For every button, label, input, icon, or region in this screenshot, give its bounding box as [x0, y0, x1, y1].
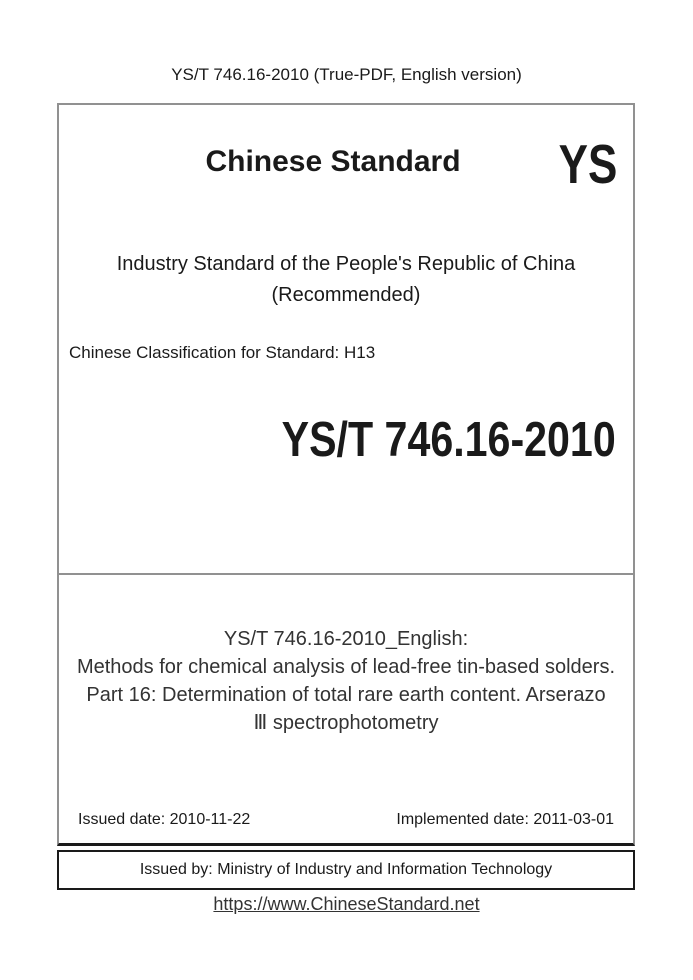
ys-logo: YS: [558, 133, 617, 195]
classification-label: Chinese Classification for Standard: H13: [69, 343, 376, 362]
website-link[interactable]: https://www.ChineseStandard.net: [213, 894, 480, 914]
standard-subtitle: [59, 249, 633, 311]
document-title-line-1: YS/T 746.16-2010_English:: [223, 628, 469, 650]
document-title: [59, 625, 633, 737]
dates-row: [59, 811, 633, 829]
issuer-label: Issued by: Ministry of Industry and Information Technology: [139, 861, 553, 878]
issued-date-label: Issued date: 2010-11-22: [78, 811, 251, 828]
document-title-line-3: Part 16: Determination of total rare earth content. Arserazo: [86, 684, 606, 706]
document-title-line-2: Methods for chemical analysis of lead-free tin-based solders.: [76, 656, 616, 678]
standard-number: YS/T 746.16-2010: [281, 413, 616, 467]
standard-cover-box: [57, 103, 635, 575]
issuer-box: [57, 850, 635, 890]
brand-title: Chinese Standard: [205, 145, 461, 178]
standard-title-box: [57, 575, 635, 846]
implemented-date-label: Implemented date: 2011-03-01: [396, 811, 614, 828]
subtitle-line-1: Industry Standard of the People's Republic of China: [116, 253, 576, 275]
subtitle-line-2: (Recommended): [271, 284, 421, 306]
page-header-title: YS/T 746.16-2010 (True-PDF, English version): [171, 65, 522, 84]
footer: [0, 894, 693, 915]
document-title-line-4: Ⅲ spectrophotometry: [253, 712, 439, 734]
